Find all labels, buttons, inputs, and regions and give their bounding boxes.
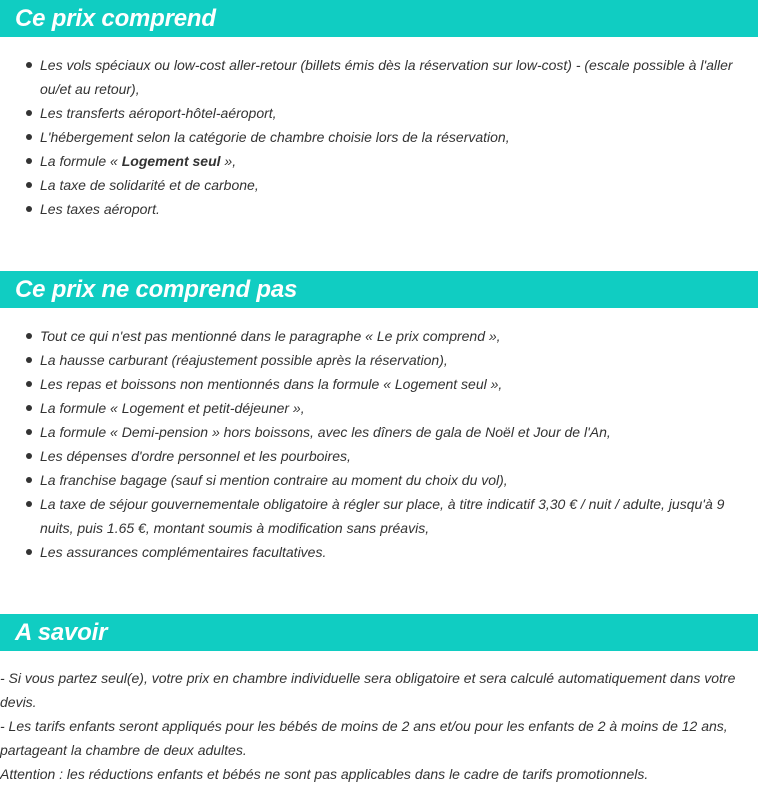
list-item: La taxe de séjour gouvernementale obligatoire à régler sur place, à titre indicatif 3,30 € / nuit / adulte, jusqu'à 9 nuits, puis 1.65 €, montant soumis à modification sans préavis, — [0, 492, 750, 540]
included-list — [0, 53, 750, 221]
section-title-info: A savoir — [15, 619, 108, 646]
section-header-excluded — [0, 271, 758, 308]
list-item: La taxe de solidarité et de carbone, — [0, 173, 750, 197]
info-line: - Si vous partez seul(e), votre prix en chambre individuelle sera obligatoire et sera calculé automatiquement dans votre devis. — [0, 670, 736, 710]
section-title-included: Ce prix comprend — [15, 5, 216, 32]
list-item: Les assurances complémentaires facultatives. — [0, 540, 750, 564]
list-item: Les vols spéciaux ou low-cost aller-retour (billets émis dès la réservation sur low-cost) - (escale possible à l'aller ou/et au retour), — [0, 53, 750, 101]
list-item: Les repas et boissons non mentionnés dans la formule « Logement seul », — [0, 372, 750, 396]
formula-suffix: », — [220, 153, 237, 169]
formula-prefix: La formule « — [40, 153, 122, 169]
info-line: - Les tarifs enfants seront appliqués pour les bébés de moins de 2 ans et/ou pour les enfants de 2 à moins de 12 ans, partageant la chambre de deux adultes. — [0, 718, 728, 758]
info-line: Attention : les réductions enfants et bébés ne sont pas applicables dans le cadre de tarifs promotionnels. — [0, 766, 649, 782]
list-item: La franchise bagage (sauf si mention contraire au moment du choix du vol), — [0, 468, 750, 492]
excluded-list — [0, 324, 750, 564]
info-text — [0, 666, 756, 786]
list-item: Les transferts aéroport-hôtel-aéroport, — [0, 101, 750, 125]
section-title-excluded: Ce prix ne comprend pas — [15, 276, 298, 303]
list-item: La hausse carburant (réajustement possible après la réservation), — [0, 348, 750, 372]
list-item: Les taxes aéroport. — [0, 197, 750, 221]
list-item: L'hébergement selon la catégorie de chambre choisie lors de la réservation, — [0, 125, 750, 149]
section-header-included — [0, 0, 758, 37]
section-header-info — [0, 614, 758, 651]
list-item: La formule « Logement et petit-déjeuner », — [0, 396, 750, 420]
list-item: Tout ce qui n'est pas mentionné dans le paragraphe « Le prix comprend », — [0, 324, 750, 348]
list-item: La formule « Demi-pension » hors boissons, avec les dîners de gala de Noël et Jour de l'An, — [0, 420, 750, 444]
formula-bold: Logement seul — [121, 153, 221, 169]
list-item: Les dépenses d'ordre personnel et les pourboires, — [0, 444, 750, 468]
list-item-formula — [0, 149, 750, 173]
